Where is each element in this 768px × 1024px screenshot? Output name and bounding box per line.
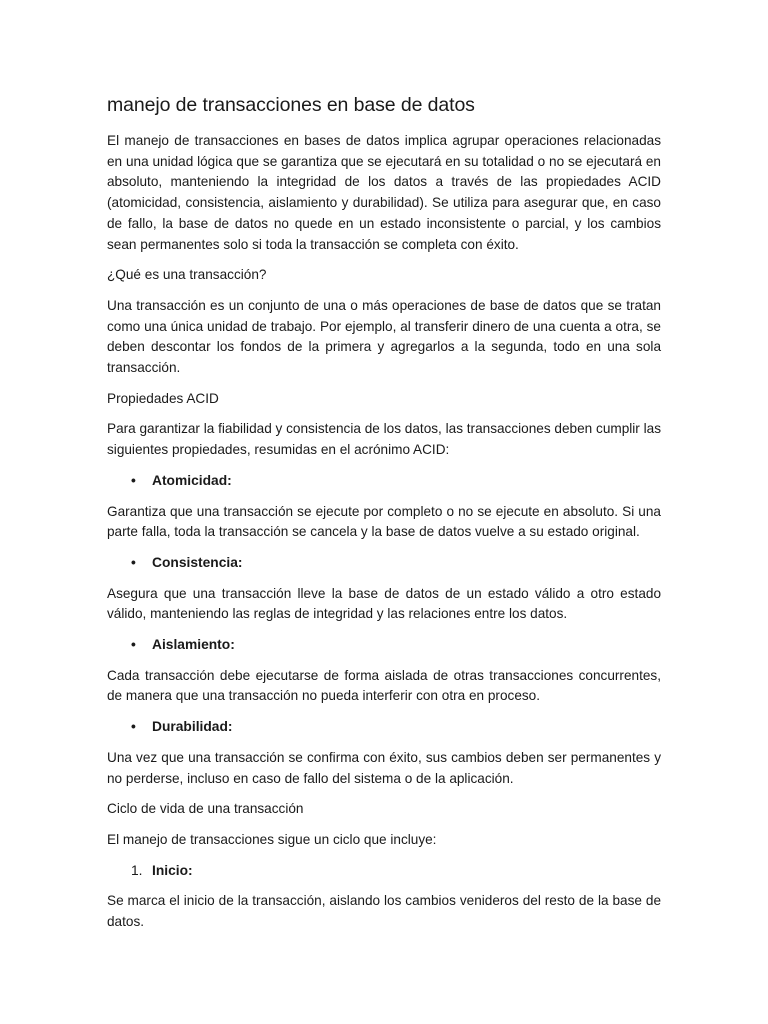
section-heading-transaccion: ¿Qué es una transacción? (107, 267, 267, 283)
aislamiento-paragraph: Cada transacción debe ejecutarse de forma aislada de otras transacciones concurrentes, de manera que una transacción no pueda interferir con otra en proceso. (107, 667, 661, 704)
bullet-marker: • (131, 637, 136, 653)
list-item-label: Aislamiento: (152, 637, 235, 653)
list-item-aislamiento (107, 635, 661, 656)
bullet-marker: • (131, 472, 136, 488)
bullet-marker: • (131, 554, 136, 570)
document-page (107, 92, 661, 943)
section-heading-acid: Propiedades ACID (107, 390, 219, 406)
acid-intro-paragraph: Para garantizar la fiabilidad y consistencia de los datos, las transacciones deben cumplir las siguientes propiedades, resumidas en el acrónimo ACID: (107, 421, 661, 458)
consistencia-paragraph: Asegura que una transacción lleve la base de datos de un estado válido a otro estado válido, manteniendo las reglas de integridad y las relaciones entre los datos. (107, 585, 661, 622)
list-item-inicio (107, 861, 661, 882)
list-item-atomicidad (107, 471, 661, 492)
section-heading-ciclo: Ciclo de vida de una transacción (107, 801, 304, 817)
list-item-label: Inicio: (152, 862, 193, 878)
list-item-label: Durabilidad: (152, 719, 233, 735)
intro-paragraph: El manejo de transacciones en bases de datos implica agrupar operaciones relacionadas en una unidad lógica que se garantiza que se ejecutará en su totalidad o no se ejecutará en absoluto, manteniendo la integridad de los datos a través de las propiedades ACID (atomicidad, consistencia, aislamiento y durabilidad). Se utiliza para asegurar que, en caso de fallo, la base de datos no quede en un estado inconsistente o parcial, y los cambios sean permanentes solo si toda la transacción se completa con éxito. (107, 133, 661, 252)
durabilidad-paragraph: Una vez que una transacción se confirma con éxito, sus cambios deben ser permanentes y no perderse, incluso en caso de fallo del sistema o de la aplicación. (107, 749, 661, 786)
inicio-paragraph: Se marca el inicio de la transacción, aislando los cambios venideros del resto de la base de datos. (107, 893, 661, 930)
atomicidad-paragraph: Garantiza que una transacción se ejecute por completo o no se ejecute en absoluto. Si una parte falla, toda la transacción se cancela y la base de datos vuelve a su estado original. (107, 503, 661, 540)
list-item-label: Consistencia: (152, 554, 243, 570)
document-title: manejo de transacciones en base de datos (107, 94, 475, 116)
list-item-label: Atomicidad: (152, 472, 232, 488)
list-item-durabilidad (107, 717, 661, 738)
ciclo-intro-paragraph: El manejo de transacciones sigue un ciclo que incluye: (107, 831, 437, 847)
transaccion-paragraph: Una transacción es un conjunto de una o más operaciones de base de datos que se tratan como una única unidad de trabajo. Por ejemplo, al transferir dinero de una cuenta a otra, se deben descontar los fondos de la primera y agregarlos a la segunda, todo en una sola transacción. (107, 297, 661, 376)
list-item-consistencia (107, 553, 661, 574)
number-marker: 1. (131, 862, 143, 878)
bullet-marker: • (131, 719, 136, 735)
